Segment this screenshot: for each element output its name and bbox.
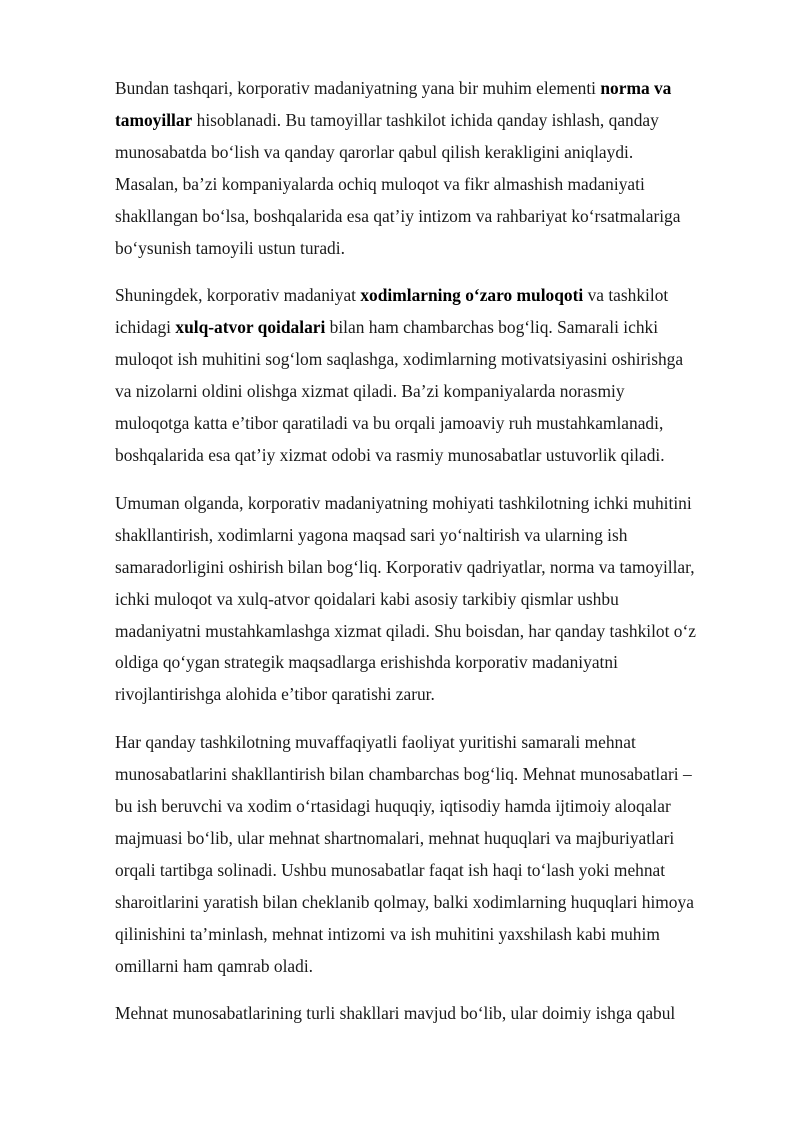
bold-term: xulq-atvor qoidalari: [175, 317, 326, 338]
paragraph-2: [115, 280, 755, 471]
text-segment: omillarni ham qamrab oladi.: [115, 955, 314, 976]
text-line: [115, 887, 755, 919]
text-segment: va tashkilot: [583, 285, 669, 306]
text-segment: madaniyatni mustahkamlashga xizmat qiladi. Shu boisdan, har qanday tashkilot o‘z: [115, 620, 697, 641]
text-segment: hisoblanadi. Bu tamoyillar tashkilot ichida qanday ishlash, qanday: [192, 109, 659, 130]
text-line: [115, 647, 755, 679]
text-line: [115, 823, 755, 855]
text-segment: Har qanday tashkilotning muvaffaqiyatli faoliyat yuritishi samarali mehnat: [115, 732, 636, 753]
text-line: [115, 552, 755, 584]
text-segment: ichidagi: [115, 317, 176, 338]
text-segment: bu ish beruvchi va xodim o‘rtasidagi huquqiy, iqtisodiy hamda ijtimoiy aloqalar: [115, 796, 671, 817]
bold-term: xodimlarning o‘zaro muloqoti: [360, 285, 584, 306]
text-segment: sharoitlarini yaratish bilan cheklanib qolmay, balki xodimlarning huquqlari himoya: [115, 891, 694, 912]
text-line: [115, 73, 755, 105]
text-segment: va nizolarni oldini olishga xizmat qiladi. Ba’zi kompaniyalarda norasmiy: [115, 381, 625, 402]
paragraph-4: [115, 727, 755, 982]
bold-term: tamoyillar: [115, 109, 193, 130]
text-line: [115, 616, 755, 648]
text-segment: shakllangan bo‘lsa, boshqalarida esa qat’iy intizom va rahbariyat ko‘rsatmalariga: [115, 205, 681, 226]
text-segment: munosabatlarini shakllantirish bilan chambarchas bog‘liq. Mehnat munosabatlari –: [115, 764, 692, 785]
text-segment: qilinishini ta’minlash, mehnat intizomi va ish muhitini yaxshilash kabi muhim: [115, 923, 660, 944]
text-line: [115, 408, 755, 440]
paragraph-1: [115, 73, 755, 264]
text-line: [115, 280, 755, 312]
text-segment: majmuasi bo‘lib, ular mehnat shartnomalari, mehnat huquqlari va majburiyatlari: [115, 827, 675, 848]
text-line: [115, 679, 755, 711]
text-line: [115, 440, 755, 472]
text-line: [115, 759, 755, 791]
text-line: [115, 312, 755, 344]
text-segment: muloqot ish muhitini sog‘lom saqlashga, xodimlarning motivatsiyasini oshirishga: [115, 349, 684, 370]
text-line: [115, 376, 755, 408]
text-line: [115, 344, 755, 376]
text-line: [115, 855, 755, 887]
text-segment: Shuningdek, korporativ madaniyat: [115, 285, 361, 306]
text-line: [115, 137, 755, 169]
text-segment: Mehnat munosabatlarining turli shakllari mavjud bo‘lib, ular doimiy ishga qabul: [115, 1003, 676, 1024]
text-segment: samaradorligini oshirish bilan bog‘liq. Korporativ qadriyatlar, norma va tamoyillar,: [115, 556, 695, 577]
text-segment: shakllantirish, xodimlarni yagona maqsad sari yo‘naltirish va ularning ish: [115, 524, 628, 545]
text-line: [115, 169, 755, 201]
text-line: [115, 233, 755, 265]
text-line: [115, 105, 755, 137]
text-line: [115, 584, 755, 616]
text-segment: ichki muloqot va xulq-atvor qoidalari kabi asosiy tarkibiy qismlar ushbu: [115, 588, 619, 609]
text-line: [115, 520, 755, 552]
bold-term: norma va: [600, 78, 672, 98]
paragraph-5: [115, 998, 755, 1030]
text-line: [115, 998, 755, 1030]
text-segment: rivojlantirishga alohida e’tibor qaratishi zarur.: [115, 684, 435, 705]
text-segment: bo‘ysunish tamoyili ustun turadi.: [115, 237, 345, 258]
text-line: [115, 919, 755, 951]
paragraph-3: [115, 488, 755, 711]
text-segment: Masalan, ba’zi kompaniyalarda ochiq muloqot va fikr almashish madaniyati: [115, 173, 645, 194]
text-line: [115, 951, 755, 983]
text-segment: munosabatda bo‘lish va qanday qarorlar qabul qilish kerakligini aniqlaydi.: [115, 141, 634, 162]
text-segment: boshqalarida esa qat’iy xizmat odobi va rasmiy munosabatlar ustuvorlik qiladi.: [115, 444, 665, 465]
text-line: [115, 201, 755, 233]
text-segment: bilan ham chambarchas bog‘liq. Samarali ichki: [325, 317, 659, 338]
text-line: [115, 791, 755, 823]
text-segment: Bundan tashqari, korporativ madaniyatning yana bir muhim elementi: [115, 78, 601, 98]
text-segment: Umuman olganda, korporativ madaniyatning mohiyati tashkilotning ichki muhitini: [115, 492, 692, 513]
text-segment: orqali tartibga solinadi. Ushbu munosabatlar faqat ish haqi to‘lash yoki mehnat: [115, 859, 666, 880]
text-segment: oldiga qo‘ygan strategik maqsadlarga erishishda korporativ madaniyatni: [115, 652, 618, 673]
document-body: [115, 73, 755, 1046]
text-segment: muloqotga katta e’tibor qaratiladi va bu orqali jamoaviy ruh mustahkamlanadi,: [115, 413, 664, 434]
text-line: [115, 488, 755, 520]
text-line: [115, 727, 755, 759]
